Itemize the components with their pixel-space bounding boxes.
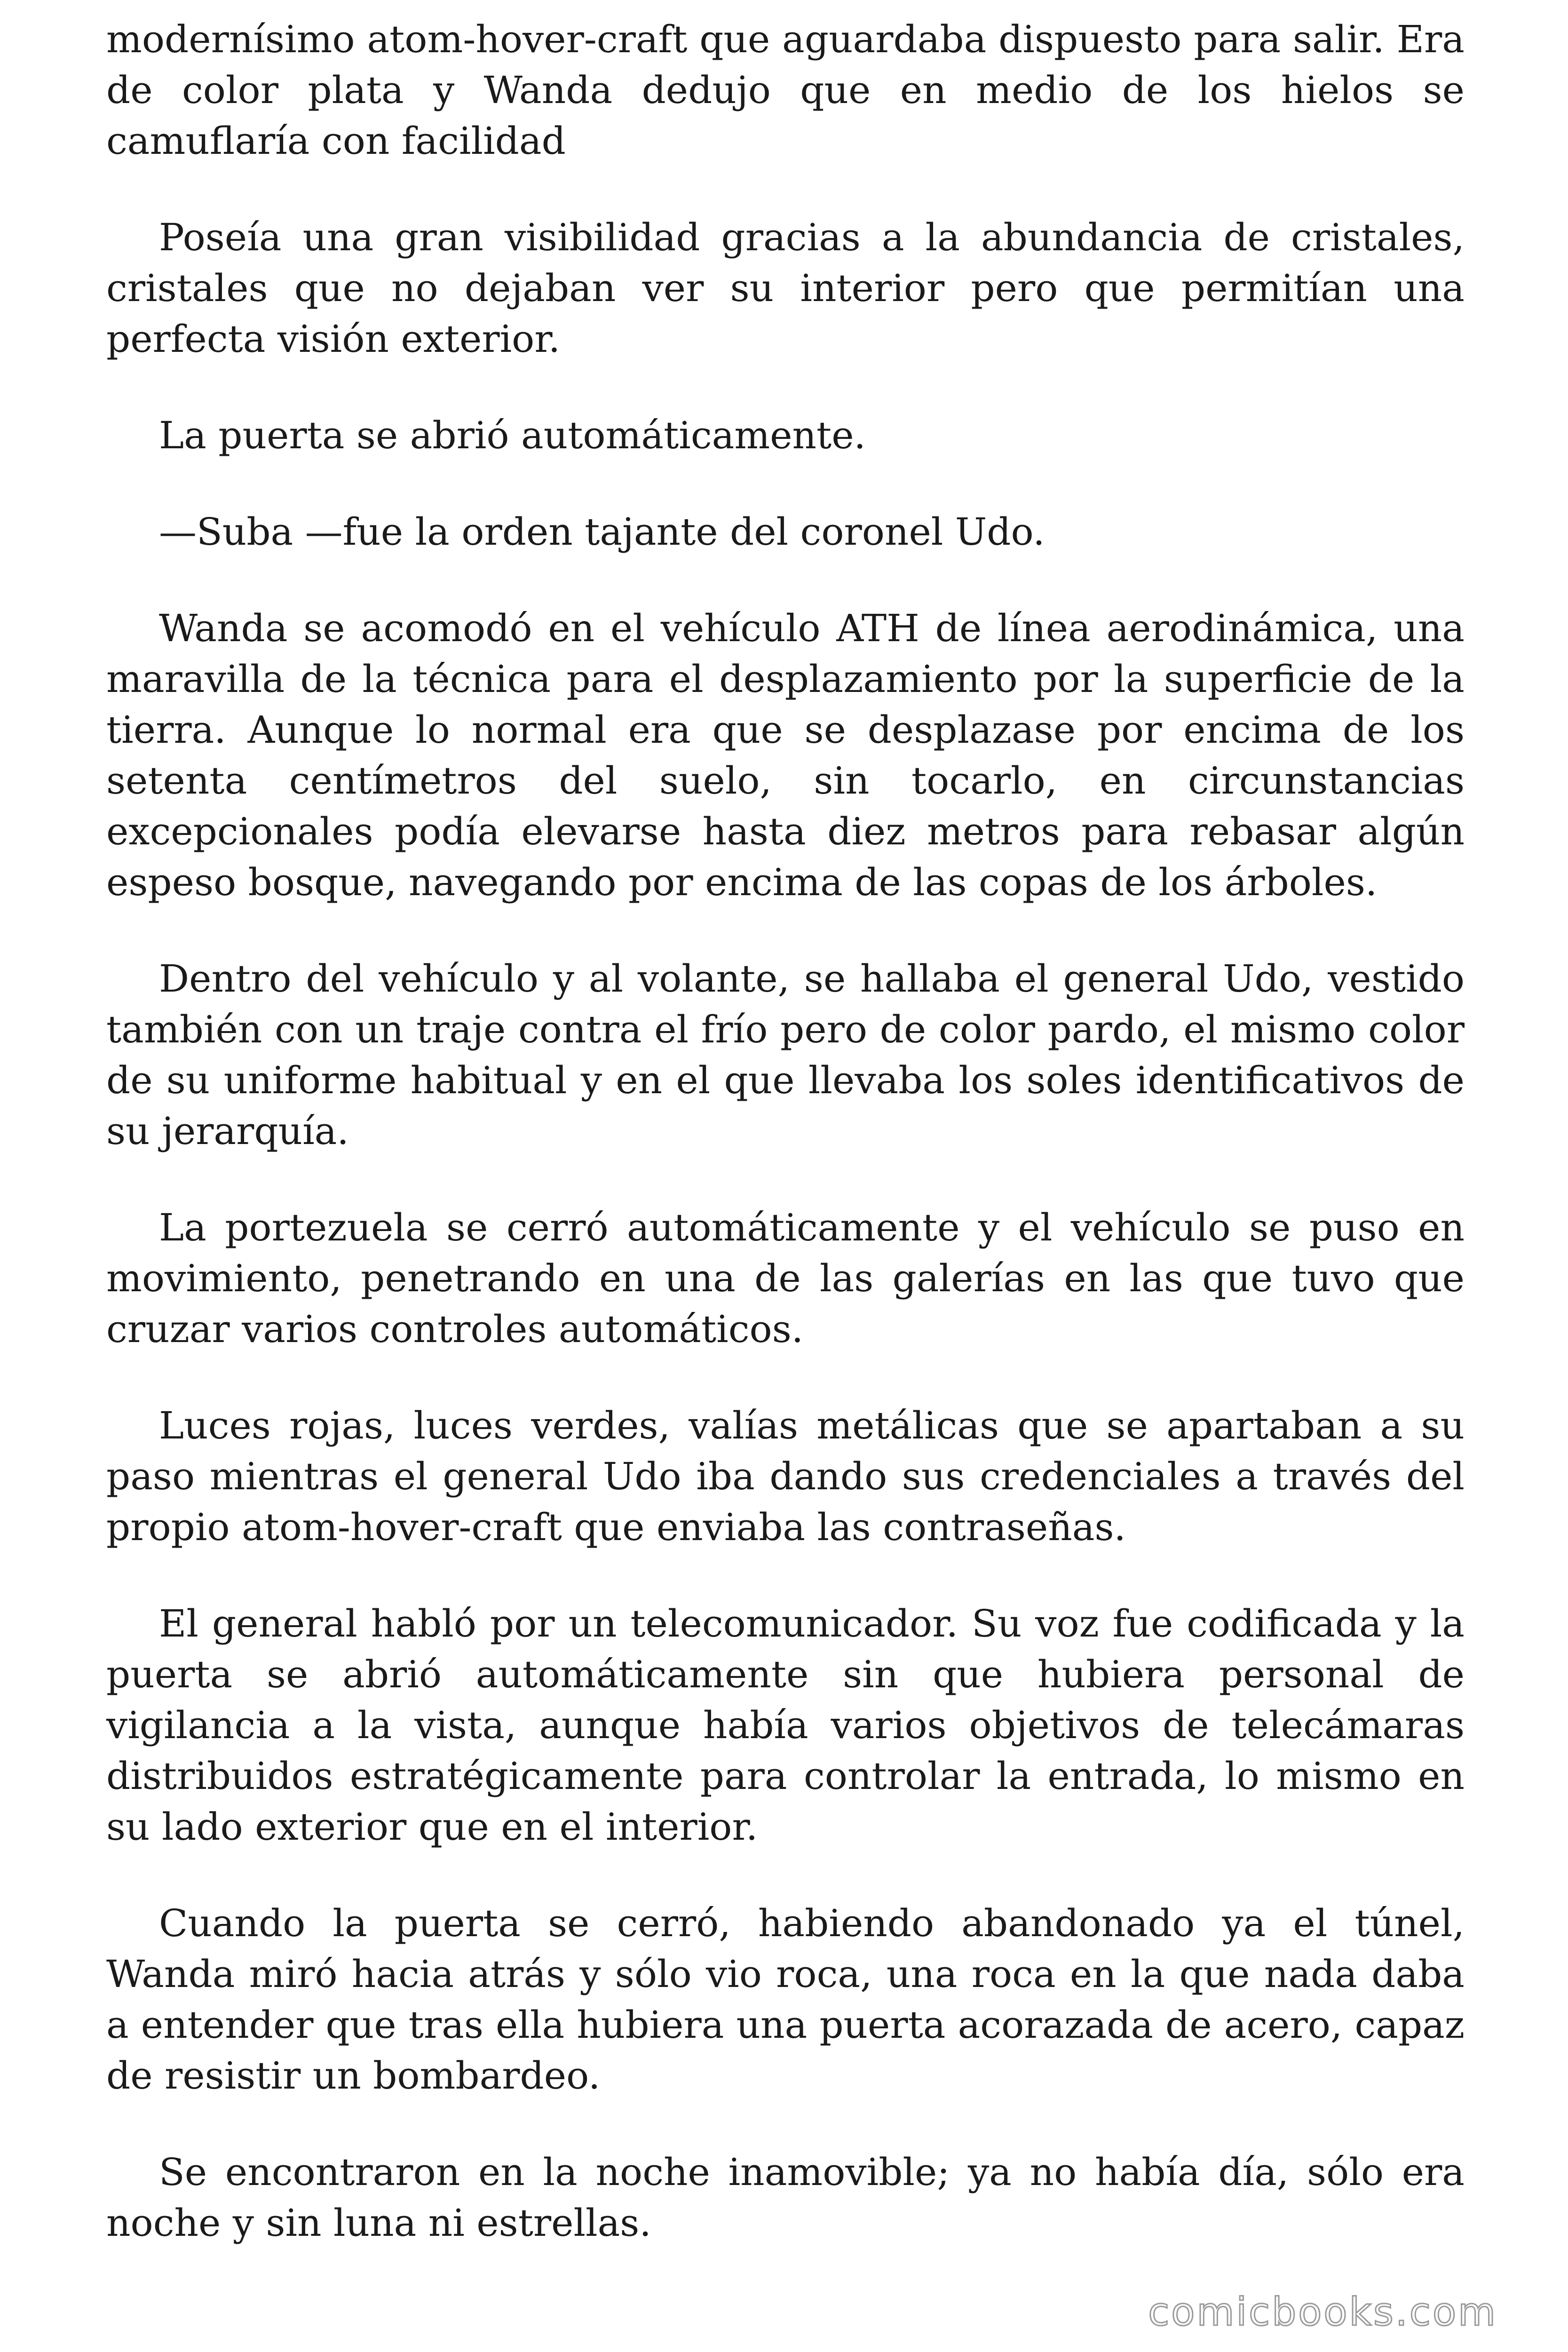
paragraph: Cuando la puerta se cerró, habiendo abandonado ya el túnel, Wanda miró hacia atrás y sólo vio roca, una roca en la que nada daba a entender que tras ella hubiera una puerta acorazada de acero, capaz de resistir un bombardeo.	[106, 1901, 1465, 2098]
book-page	[106, 14, 1465, 2294]
paragraph: modernísimo atom-hover-craft que aguardaba dispuesto para salir. Era de color plata y Wanda dedujo que en medio de los hielos se camuflaría con facilidad	[106, 17, 1465, 163]
paragraph: Wanda se acomodó en el vehículo ATH de línea aerodinámica, una maravilla de la técnica para el desplazamiento por la superficie de la tierra. Aunque lo normal era que se desplazase por encima de los setenta centímetros del suelo, sin tocarlo, en circunstancias excepcionales podía elevarse hasta diez metros para rebasar algún espeso bosque, navegando por encima de las copas de los árboles.	[106, 606, 1465, 904]
paragraph: Se encontraron en la noche inamovible; ya no había día, sólo era noche y sin luna ni estrellas.	[106, 2150, 1465, 2245]
paragraph: Dentro del vehículo y al volante, se hallaba el general Udo, vestido también con un traje contra el frío pero de color pardo, el mismo color de su uniforme habitual y en el que llevaba los soles identificativos de su jerarquía.	[106, 957, 1465, 1153]
paragraph: La puerta se abrió automáticamente.	[159, 413, 866, 457]
paragraph: Luces rojas, luces verdes, valías metálicas que se apartaban a su paso mientras el general Udo iba dando sus credenciales a través del propio atom-hover-craft que enviaba las contraseñas.	[106, 1404, 1465, 1549]
paragraph: —Suba —fue la orden tajante del coronel Udo.	[159, 510, 1045, 554]
paragraph: El general habló por un telecomunicador. Su voz fue codificada y la puerta se abrió automáticamente sin que hubiera personal de vigilancia a la vista, aunque había varios objetivos de telecámaras distribuidos estratégicamente para controlar la entrada, lo mismo en su lado exterior que en el interior.	[106, 1602, 1465, 1849]
watermark: comicbooks.com	[1148, 2290, 1497, 2335]
paragraph: La portezuela se cerró automáticamente y el vehículo se puso en movimiento, penetrando en una de las galerías en las que tuvo que cruzar varios controles automáticos.	[106, 1206, 1465, 1351]
paragraph: Poseía una gran visibilidad gracias a la abundancia de cristales, cristales que no dejaban ver su interior pero que permitían una perfecta visión exterior.	[106, 215, 1465, 361]
